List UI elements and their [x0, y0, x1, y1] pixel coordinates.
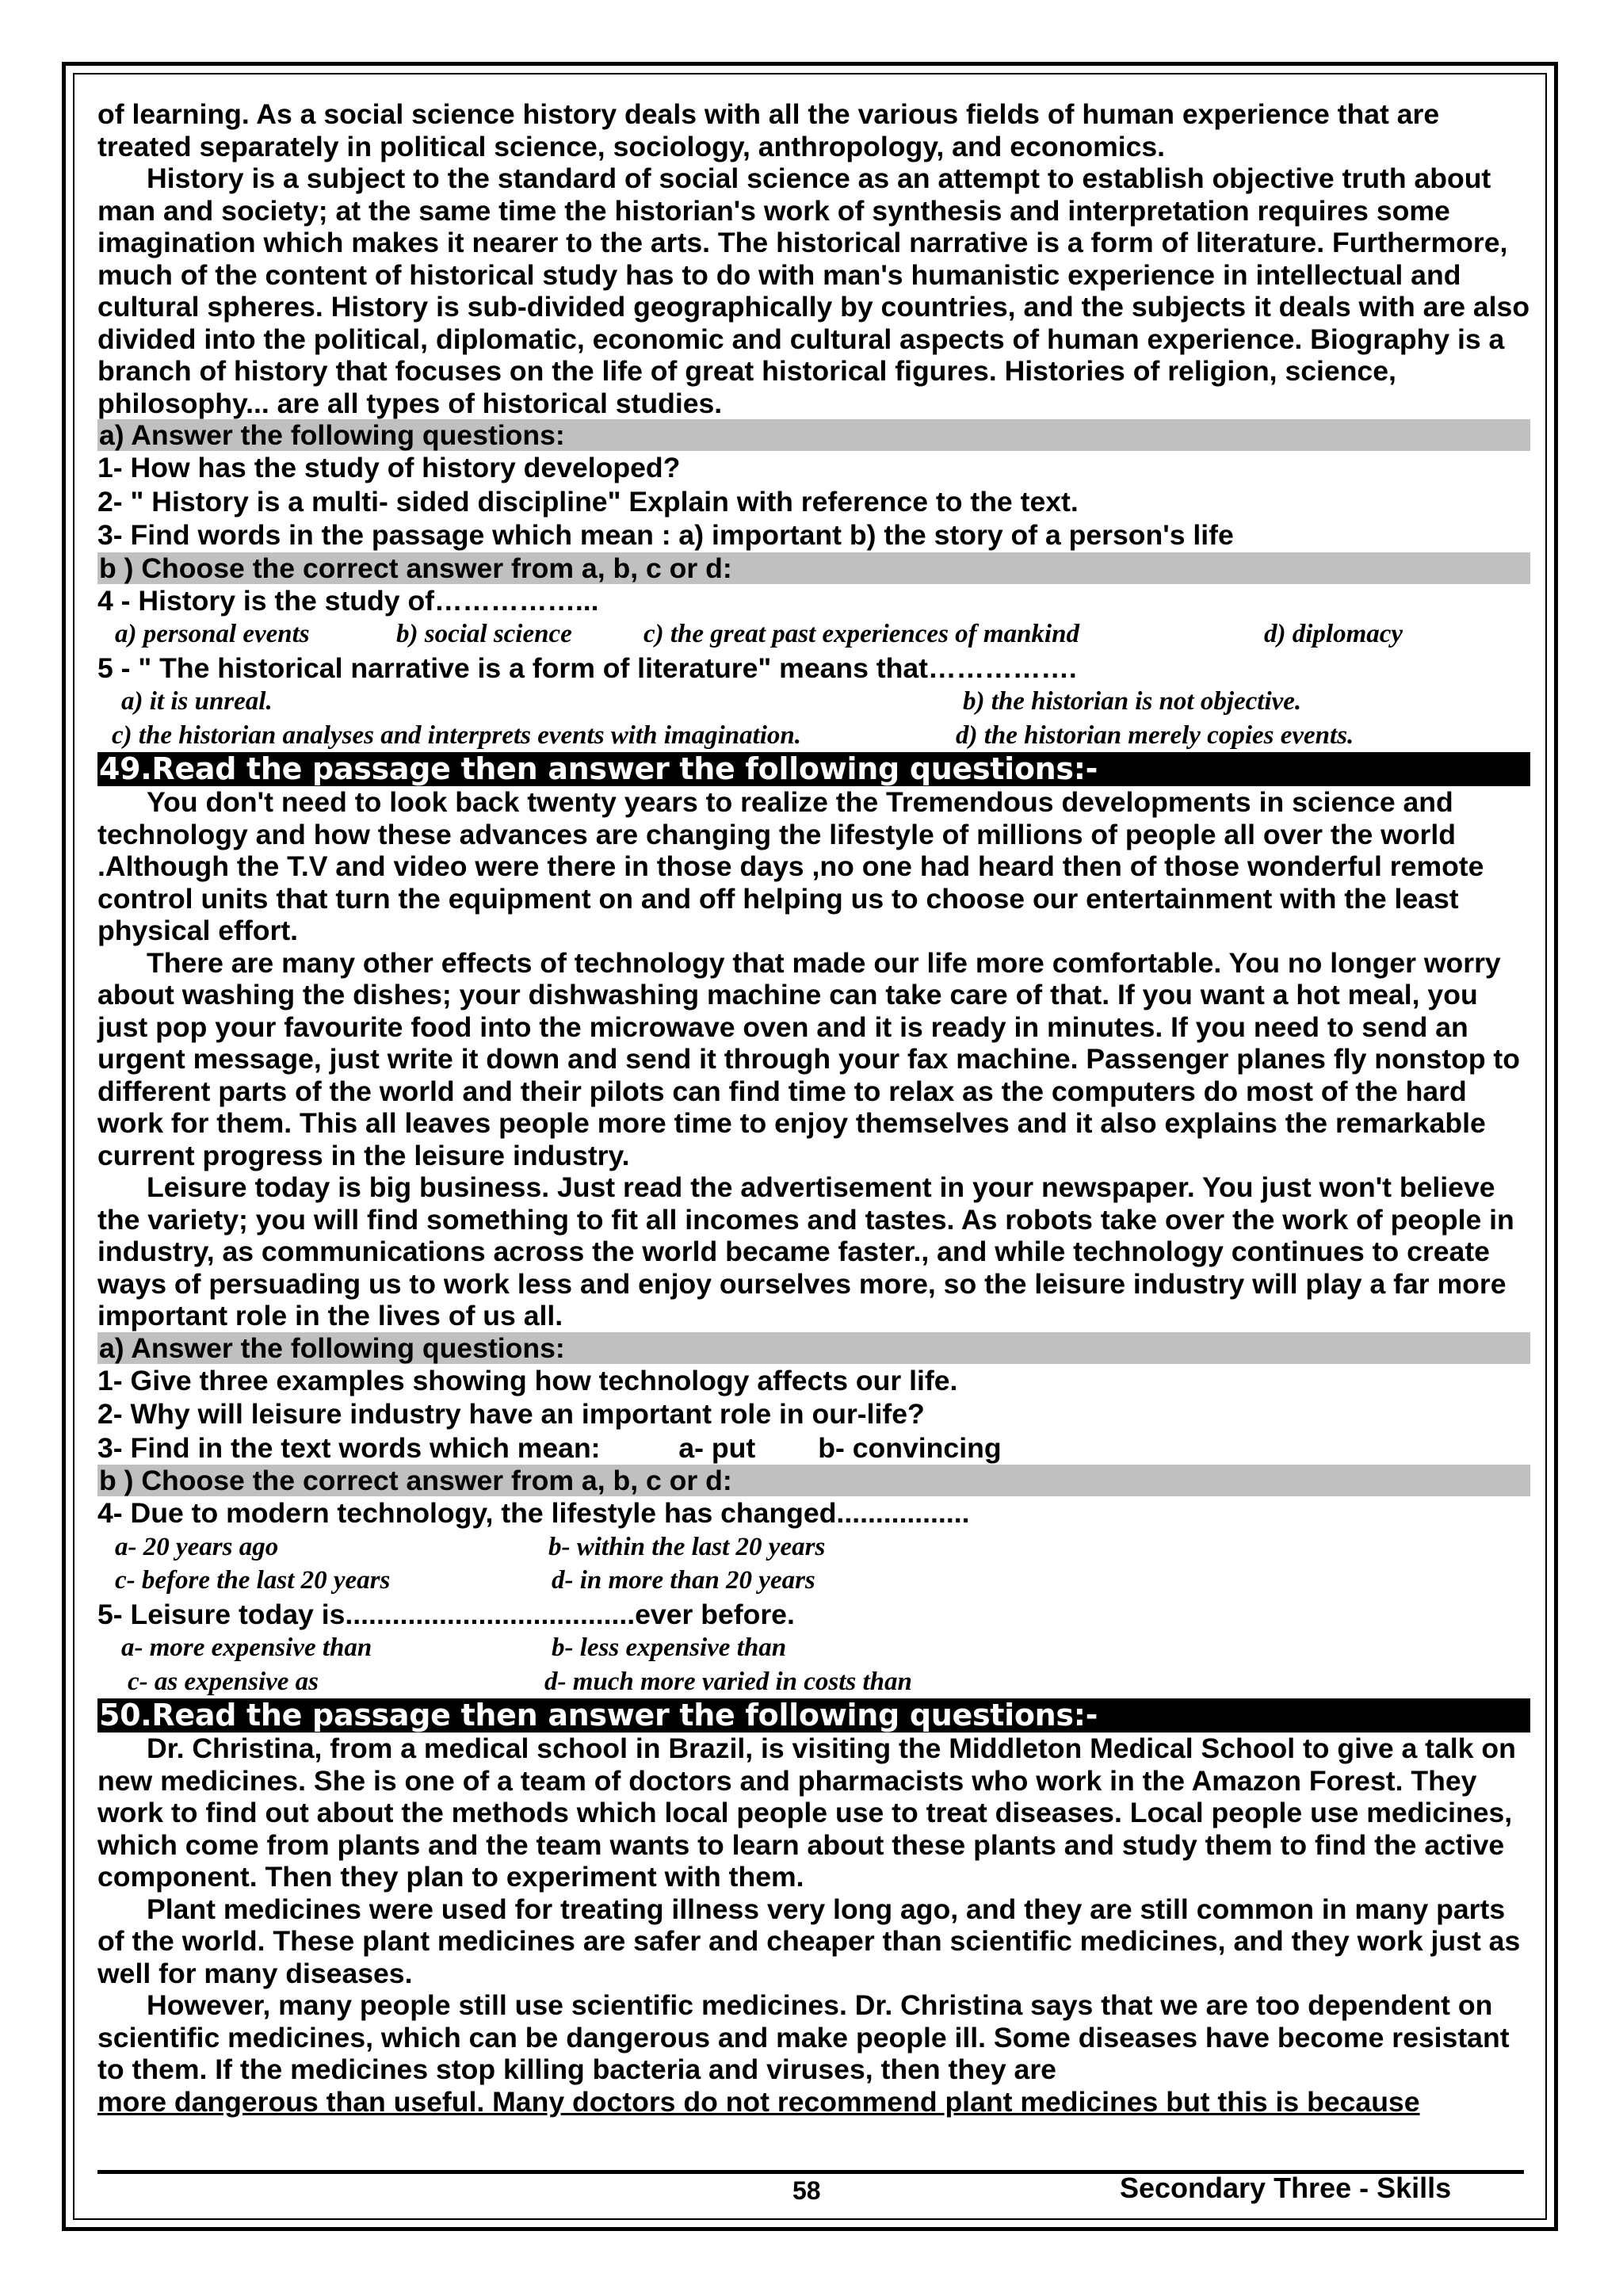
passage-last-line: more dangerous than useful. Many doctors do not recommend plant medicines but this is because [97, 2085, 1420, 2118]
section-a-heading: a) Answer the following questions: [97, 419, 1530, 451]
question-3: 3- Find in the text words which mean: a- put b- convincing [97, 1431, 1002, 1464]
options-row [97, 1665, 1530, 1699]
option-b: b) the historian is not objective. [963, 687, 1302, 716]
option-c: c- as expensive as [128, 1667, 319, 1696]
question-2: 2- Why will leisure industry have an important role in our-life? [97, 1398, 925, 1430]
section-49-title: 49.Read the passage then answer the following questions:- [97, 752, 1530, 786]
option-c: c) the great past experiences of mankind [643, 620, 1079, 648]
option-a: a- 20 years ago [115, 1532, 279, 1561]
passage-paragraph: Dr. Christina, from a medical school in Brazil, is visiting the Middleton Medical School to give a talk on new medicines. She is one of a team of doctors and pharmacists who work in the Amazon Forest. They work to find out about the methods which local people use to treat diseases. Local people use medicines, which come from plants and the team wants to learn about these plants and study them to find the active component. Then they plan to experiment with them. [97, 1733, 1516, 1893]
option-a: a) personal events [115, 620, 310, 648]
question-3: 3- Find words in the passage which mean : a) important b) the story of a person's life [97, 519, 1234, 551]
question-1: 1- How has the study of history developed? [97, 452, 681, 483]
option-b: b) social science [396, 620, 572, 648]
option-d: d) the historian merely copies events. [956, 720, 1354, 750]
section-b-heading: b ) Choose the correct answer from a, b, c or d: [97, 552, 1530, 584]
option-d: d- much more varied in costs than [544, 1667, 912, 1696]
passage-paragraph: Plant medicines were used for treating illness very long ago, and they are still common in many parts of the world. These plant medicines are safer and cheaper than scientific medicines, and they work just as well for many diseases. [97, 1893, 1521, 1989]
passage-paragraph: History is a subject to the standard of social science as an attempt to establish objective truth about man and society; at the same time the historian's work of synthesis and interpretation requires some imagination which makes it nearer to the arts. The historical narrative is a form of literature. Furthermore, much of the content of historical study has to do with man's humanistic experience in intellectual and cultural spheres. History is sub-divided geographically by countries, and the subjects it deals with are also divided into the political, diplomatic, economic and cultural aspects of human experience. Biography is a branch of history that focuses on the life of great historical figures. Histories of religion, science, philosophy... are all types of historical studies. [97, 162, 1530, 419]
question-4: 4- Due to modern technology, the lifestyle has changed................. [97, 1497, 970, 1529]
passage-paragraph: However, many people still use scientific medicines. Dr. Christina says that we are too dependent on scientific medicines, which can be dangerous and make people ill. Some diseases have become resistant to them. If the medicines stop killing bacteria and viruses, then they are [97, 1989, 1510, 2085]
question-5: 5 - " The historical narrative is a form of literature" means that……………. [97, 651, 1077, 684]
passage-paragraph: You don't need to look back twenty years to realize the Tremendous developments in science and technology and how these advances are changing the lifestyle of millions of people all over the world .Although the T.V and video were there in those days ,no one had heard then of those wonderful remote control units that turn the equipment on and off helping us to choose our entertainment with the least physical effort. [97, 786, 1484, 946]
question-4: 4 - History is the study of……………... [97, 584, 599, 617]
options-row [97, 685, 1530, 719]
option-b: b- within the last 20 years [548, 1532, 826, 1561]
section-50-title: 50.Read the passage then answer the following questions:- [97, 1698, 1530, 1733]
passage-paragraph: Leisure today is big business. Just read the advertisement in your newspaper. You just won't believe the variety; you will find something to fit all incomes and tastes. As robots take over the work of people in industry, as communications across the world became faster., and while technology continues to create ways of persuading us to work less and enjoy ourselves more, so the leisure industry will play a far more important role in the lives of us all. [97, 1171, 1514, 1331]
options-row [97, 1530, 1530, 1564]
passage-paragraph: of learning. As a social science history deals with all the various fields of human experience that are treated separately in political science, sociology, anthropology, and economics. [97, 98, 1440, 162]
options-row [97, 1631, 1530, 1665]
options-row [97, 1564, 1530, 1598]
question-1: 1- Give three examples showing how technology affects our life. [97, 1364, 958, 1396]
section-a-heading: a) Answer the following questions: [97, 1332, 1530, 1364]
option-d: d- in more than 20 years [552, 1566, 815, 1595]
option-b: b- less expensive than [552, 1633, 787, 1662]
question-2: 2- " History is a multi- sided discipline" Explain with reference to the text. [97, 485, 1079, 518]
page-content [97, 98, 1530, 2118]
options-row [97, 617, 1530, 651]
footer-title: Secondary Three - Skills [1120, 2172, 1452, 2204]
option-d: d) diplomacy [1264, 620, 1403, 648]
question-5: 5- Leisure today is.....................................ever before. [97, 1598, 795, 1630]
passage-paragraph: There are many other effects of technology that made our life more comfortable. You no longer worry about washing the dishes; your dishwashing machine can take care of that. If you want a hot meal, you just pop your favourite food into the microwave oven and it is ready in minutes. If you need to send an urgent message, just write it down and send it through your fax machine. Passenger planes fly nonstop to different parts of the world and their pilots can find time to relax as the computers do most of the hard work for them. This all leaves people more time to enjoy themselves and it also explains the remarkable current progress in the leisure industry. [97, 946, 1521, 1171]
option-c: c- before the last 20 years [115, 1566, 391, 1595]
option-a: a- more expensive than [121, 1633, 372, 1662]
section-b-heading: b ) Choose the correct answer from a, b, c or d: [97, 1465, 1530, 1496]
options-row [97, 719, 1530, 753]
option-c: c) the historian analyses and interprets events with imagination. [112, 720, 802, 750]
option-a: a) it is unreal. [121, 687, 273, 716]
page-number: 58 [792, 2176, 821, 2205]
